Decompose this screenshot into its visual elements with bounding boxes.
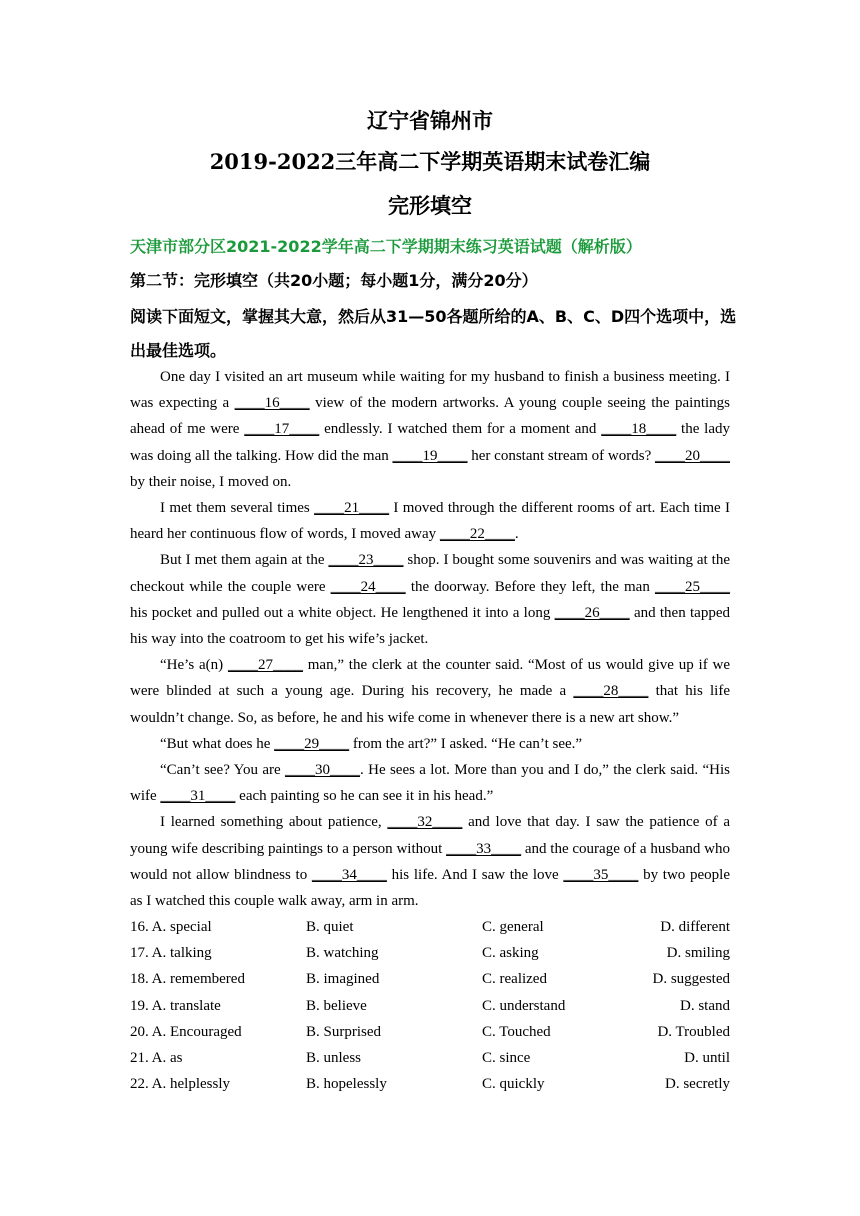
option-d: D. until xyxy=(684,1049,730,1066)
option-b: B. watching xyxy=(306,945,379,962)
option-row xyxy=(130,966,730,992)
blank-number: ____26____ xyxy=(554,604,630,621)
passage-text: . He sees a lot. More than you and I do,” the clerk said. “His wife xyxy=(130,762,730,805)
blank-number: ____28____ xyxy=(573,683,649,700)
option-a: 19. A. translate xyxy=(130,997,221,1014)
option-row xyxy=(130,993,730,1019)
passage-text: endlessly. I watched them for a moment and xyxy=(319,421,602,438)
passage-paragraph xyxy=(130,809,730,914)
passage-text: that his life wouldn’t change. So, as before, he and his wife come in whenever there is a new art show.” xyxy=(130,683,730,726)
passage-text: and the courage of a husband who would not allow blindness to xyxy=(130,840,730,883)
option-row xyxy=(130,1071,730,1097)
blank-number: ____25____ xyxy=(654,578,730,595)
passage-text: his pocket and pulled out a white object. He lengthened it into a long xyxy=(130,604,555,621)
option-row xyxy=(130,1045,730,1071)
blank-number: ____27____ xyxy=(227,657,303,674)
blank-number: ____16____ xyxy=(234,395,310,412)
option-row xyxy=(130,914,730,940)
passage-text: “Can’t see? You are xyxy=(160,762,286,779)
option-c: C. since xyxy=(482,1049,531,1066)
passage-text: I met them several times xyxy=(160,500,315,517)
blank-number: ____30____ xyxy=(285,762,361,779)
passage-text: and love that day. I saw the patience of a young wife describing paintings to a person without xyxy=(130,814,730,857)
option-b: B. imagined xyxy=(306,971,380,988)
blank-number: ____24____ xyxy=(330,578,406,595)
passage-text: by their noise, I moved on. xyxy=(130,473,292,490)
passage-text: But I met them again at the xyxy=(160,552,329,569)
passage-paragraph xyxy=(130,495,730,547)
option-c: C. realized xyxy=(482,971,547,988)
option-a: 17. A. talking xyxy=(130,945,212,962)
passage-text: the lady was doing all the talking. How did the man xyxy=(130,421,731,464)
title-region: 辽宁省锦州市 xyxy=(367,108,493,133)
passage-paragraph xyxy=(130,364,730,495)
passage-text: and then tapped his way into the coatroom to get his wife’s jacket. xyxy=(130,604,730,648)
option-a: 16. A. special xyxy=(130,919,212,935)
passage-text: the doorway. Before they left, the man xyxy=(405,578,655,595)
option-b: B. unless xyxy=(306,1049,362,1066)
option-c: C. general xyxy=(482,919,544,935)
blank-number: ____29____ xyxy=(274,735,350,752)
option-d: D. secretly xyxy=(665,1076,730,1093)
option-c: C. asking xyxy=(482,945,539,962)
options-list xyxy=(130,914,730,1097)
title-section-type: 完形填空 xyxy=(388,193,472,218)
option-a: 20. A. Encouraged xyxy=(130,1023,242,1040)
blank-number: ____32____ xyxy=(387,814,463,831)
cloze-passage xyxy=(130,364,730,914)
passage-text: by two people as I watched this couple walk away, arm in arm. xyxy=(130,866,731,910)
passage-paragraph xyxy=(130,547,730,652)
option-a: 18. A. remembered xyxy=(130,971,245,988)
blank-number: ____23____ xyxy=(328,552,404,569)
passage-text: his life. And I saw the love xyxy=(386,866,564,883)
blank-number: ____34____ xyxy=(311,866,387,883)
passage-text: from the art?” I asked. “He can’t see.” xyxy=(349,735,583,752)
title-exam-collection: 2019-2022三年高二下学期英语期末试卷汇编 xyxy=(209,149,651,174)
blank-number: ____22____ xyxy=(439,526,515,543)
option-b: B. quiet xyxy=(306,919,354,935)
option-b: B. Surprised xyxy=(306,1023,381,1040)
option-row xyxy=(130,1019,730,1045)
source-heading: 天津市部分区2021-2022学年高二下学期期末练习英语试题（解析版） xyxy=(130,237,642,256)
passage-paragraph xyxy=(130,652,730,731)
passage-paragraph xyxy=(130,757,730,809)
option-b: B. believe xyxy=(306,997,367,1014)
blank-number: ____35____ xyxy=(563,866,639,883)
option-d: D. smiling xyxy=(666,945,730,962)
passage-text: man,” the clerk at the counter said. “Most of us would give up if we were blinded at such a young age. During his recovery, he made a xyxy=(130,657,730,700)
instruction-text: 阅读下面短文，掌握其大意，然后从31—50各题所给的A、B、C、D四个选项中，选出最佳选项。 xyxy=(130,307,737,360)
blank-number: ____31____ xyxy=(160,788,236,805)
passage-paragraph xyxy=(130,731,730,757)
passage-text: I moved through the different rooms of art. Each time I heard her continuous flow of words, I moved away xyxy=(130,500,731,543)
passage-text: her constant stream of words? xyxy=(467,447,655,464)
option-b: B. hopelessly xyxy=(306,1076,387,1093)
option-c: C. quickly xyxy=(482,1076,545,1093)
option-d: D. different xyxy=(660,919,730,935)
option-c: C. understand xyxy=(482,997,566,1014)
passage-text: I learned something about patience, xyxy=(160,814,388,831)
passage-text: “But what does he xyxy=(160,735,275,752)
blank-number: ____17____ xyxy=(244,421,320,438)
section-heading: 第二节：完形填空（共20小题；每小题1分，满分20分） xyxy=(130,271,538,290)
blank-number: ____33____ xyxy=(446,840,522,857)
passage-text: shop. I bought some souvenirs and was waiting at the checkout while the couple were xyxy=(130,552,730,595)
passage-text: view of the modern artworks. A young couple seeing the paintings ahead of me were xyxy=(130,395,730,438)
option-a: 21. A. as xyxy=(130,1049,183,1066)
blank-number: ____18____ xyxy=(601,421,677,438)
passage-text: . xyxy=(514,526,519,543)
option-c: C. Touched xyxy=(482,1023,551,1040)
blank-number: ____20____ xyxy=(655,447,730,464)
option-row xyxy=(130,940,730,966)
passage-text: “He’s a(n) xyxy=(160,657,228,674)
passage-text: One day I visited an art museum while waiting for my husband to finish a business meeting. I was expecting a xyxy=(130,369,730,412)
blank-number: ____19____ xyxy=(392,447,468,464)
blank-number: ____21____ xyxy=(314,500,390,517)
option-a: 22. A. helplessly xyxy=(130,1076,230,1093)
option-d: D. suggested xyxy=(652,971,730,988)
passage-text: each painting so he can see it in his head.” xyxy=(235,788,494,805)
option-d: D. stand xyxy=(680,997,730,1014)
option-d: D. Troubled xyxy=(657,1023,730,1040)
